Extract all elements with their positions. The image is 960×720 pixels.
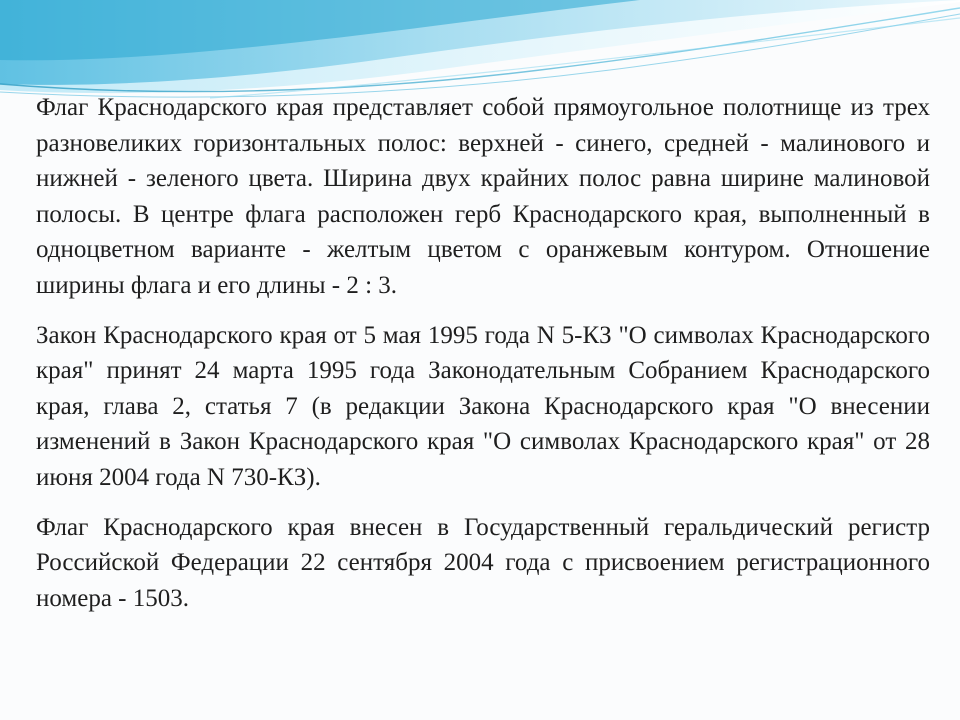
paragraph-law-reference: Закон Краснодарского края от 5 мая 1995 года N 5-КЗ "О символах Краснодарского края" принят 24 марта 1995 года Законодательным Собранием Краснодарского края, глава 2, статья 7 (в редакции Закона Краснодарского края "О внесении изменений в Закон Краснодарского края "О символах Краснодарского края" от 28 июня 2004 года N 730-КЗ). <box>36 321 930 491</box>
slide-text-body <box>36 90 930 630</box>
paragraph-registration: Флаг Краснодарского края внесен в Государственный геральдический регистр Российской Федерации 22 сентября 2004 года с присвоением регистрационного номера - 1503. <box>36 513 930 612</box>
paragraph-flag-description: Флаг Краснодарского края представляет собой прямоугольное полотнище из трех разновеликих горизонтальных полос: верхней - синего, средней - малинового и нижней - зеленого цвета. Ширина двух крайних полос равна ширине малиновой полосы. В центре флага расположен герб Краснодарского края, выполненный в одноцветном варианте - желтым цветом с оранжевым контуром. Отношение ширины флага и его длины - 2 : 3. <box>36 94 930 299</box>
